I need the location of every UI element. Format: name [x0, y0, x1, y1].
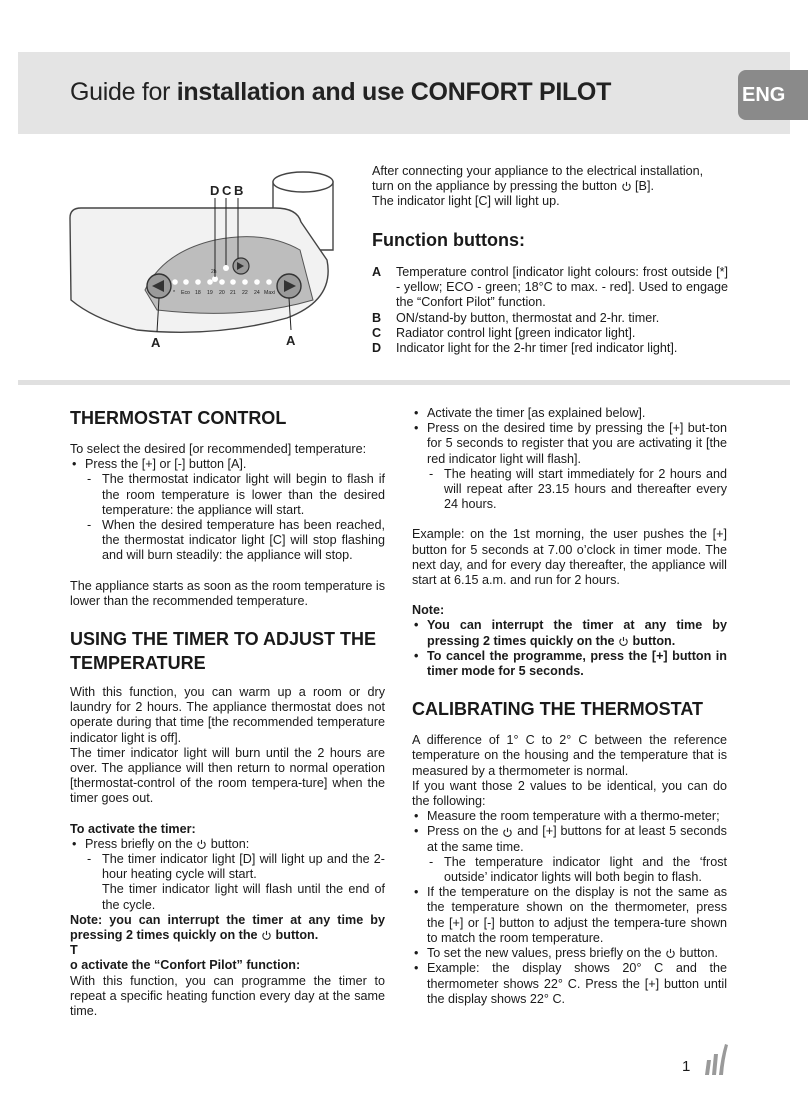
timer-label: 2h — [211, 269, 217, 275]
timer-heading: USING THE TIMER TO ADJUST THE TEMPERATURE — [70, 629, 377, 674]
led-row — [172, 279, 272, 285]
scale-label: 19 — [207, 290, 213, 296]
thermostat-heading: THERMOSTAT CONTROL — [70, 408, 287, 428]
scale-label: Eco — [181, 290, 190, 296]
confort-step-1: • Activate the timer [as explained below]. — [412, 406, 727, 421]
thermostat-dash-2: - When the desired temperature has been reached, the thermostat indicator light [C] will stop flashing and will burn steadily: the appliance will stop. — [70, 518, 385, 564]
thermostat-dash-1: - The thermostat indicator light will begin to flash if the room temperature is lower than the desired temperature: the appliance will start. — [70, 472, 385, 518]
timer-dash-1: - The timer indicator light [D] will light up and the 2-hour heating cycle will start. — [70, 852, 385, 882]
scale-labels — [173, 290, 275, 296]
function-item: A Temperature control [indicator light colours: frost outside [*] - yellow; ECO - green; 18°C to max. - red]. Used to engage the “Confort Pilot” function. — [372, 265, 728, 310]
calibrating-step-4: • To set the new values, press briefly on the button. — [412, 946, 727, 961]
scale-label: 20 — [219, 290, 225, 296]
language-tab: ENG — [738, 70, 808, 120]
timer-note: Note: you can interrupt the timer at any time by pressing 2 times quickly on the button. — [70, 912, 385, 943]
note-2: • To cancel the programme, press the [+] button in timer mode for 5 seconds. — [412, 649, 727, 679]
led-control — [223, 265, 229, 271]
power-icon — [502, 827, 513, 838]
scale-label: * — [173, 290, 176, 296]
thermostat-closing: The appliance starts as soon as the room temperature is lower than the recommended temperature. — [70, 578, 386, 608]
left-column — [70, 406, 385, 1019]
confort-step-2: • Press on the desired time by pressing the [+] but-ton for 5 seconds to register that you are activating it [the red indicator light will flash]. — [412, 421, 727, 467]
control-panel-diagram — [65, 160, 355, 355]
power-icon — [665, 948, 676, 959]
confort-heading: o activate the “Confort Pilot” function: — [70, 958, 301, 973]
section-divider — [18, 380, 790, 385]
label-b: B — [234, 183, 244, 198]
confort-t: T — [70, 943, 78, 958]
activate-timer-heading: To activate the timer: — [70, 821, 196, 836]
calibrating-step-5: • Example: the display shows 20° C and the thermometer shows 22° C. Press the [+] button until the display shows 22° C. — [412, 961, 727, 1007]
calibrating-heading: CALIBRATING THE THERMOSTAT — [412, 699, 703, 720]
timer-bullet: • Press briefly on the button: — [70, 837, 385, 852]
power-icon — [618, 636, 629, 647]
calibrating-step-2: • Press on the and [+] buttons for at least 5 seconds at the same time. — [412, 824, 727, 854]
power-icon — [261, 930, 272, 941]
label-a-left: A — [151, 335, 161, 350]
label-d: D — [210, 183, 220, 198]
right-column — [412, 406, 727, 1007]
calibrating-step-1: • Measure the room temperature with a thermo-meter; — [412, 809, 727, 824]
page-title: Guide for installation and use CONFORT PILOT — [70, 78, 612, 106]
calibrating-p2: If you want those 2 values to be identical, you can do the following: — [412, 778, 727, 809]
timer-p2: The timer indicator light will burn until the 2 hours are over. The appliance will then return to normal operation [thermostat-control of the room tempera-ture] when the timer goes out. — [70, 745, 385, 806]
thermostat-bullet: • Press the [+] or [-] button [A]. — [70, 457, 385, 472]
confort-text: With this function, you can programme the timer to repeat a specific heating function every day at the same time. — [70, 973, 385, 1019]
timer-p1: With this function, you can warm up a room or dry laundry for 2 hours. The appliance thermostat does not operate during that time [the recommended temperature indicator light is off]. — [70, 685, 385, 745]
label-c: C — [222, 183, 232, 198]
brand-logo-icon — [703, 1042, 729, 1076]
note-label: Note: — [412, 603, 445, 618]
label-a-right: A — [286, 333, 296, 348]
power-icon — [196, 839, 207, 850]
function-buttons-list — [372, 265, 728, 356]
function-item: D Indicator light for the 2-hr timer [red indicator light]. — [372, 341, 678, 356]
diagram-outlet-top — [273, 172, 333, 192]
calibrating-step-3: • If the temperature on the display is not the same as the temperature shown on the thermometer, press the [+] or [-] button to adjust the tempera-ture shown to match the room temperature. — [412, 885, 727, 946]
page-number: 1 — [682, 1058, 691, 1075]
thermostat-intro: To select the desired [or recommended] temperature: — [70, 442, 367, 456]
calibrating-p1: A difference of 1° C to 2° C between the reference temperature on the housing and the temperature that is measured by a thermometer is normal. — [412, 733, 727, 778]
function-buttons-heading: Function buttons: — [372, 230, 525, 250]
power-icon — [621, 181, 632, 192]
function-item: C Radiator control light [green indicator light]. — [372, 325, 636, 340]
scale-label: 18 — [195, 290, 201, 296]
scale-label: Maxi — [264, 290, 275, 296]
function-item: B ON/stand-by button, thermostat and 2-hr. timer. — [372, 310, 660, 325]
note-1: • You can interrupt the timer at any time by pressing 2 times quickly on the button. — [412, 618, 727, 648]
scale-label: 22 — [242, 290, 248, 296]
confort-example: Example: on the 1st morning, the user pushes the [+] button for 5 seconds at 7.00 o’clock in timer mode. The next day, and for every day thereafter, the appliance will start at 6.15 a.m. and run for 2 hours. — [412, 527, 727, 588]
scale-label: 21 — [230, 290, 236, 296]
timer-dash-1-cont: The timer indicator light will flash until the end of the cycle. — [102, 882, 385, 912]
scale-label: 24 — [254, 290, 260, 296]
calibrating-dash: - The temperature indicator light and the ‘frost outside’ indicator lights will both begin to flash. — [412, 855, 727, 885]
confort-step-dash: - The heating will start immediately for 2 hours and will repeat after 23.15 hours and thereafter every 24 hours. — [412, 467, 727, 513]
intro-text: After connecting your appliance to the electrical installation, turn on the appliance by pressing the button [B]. The indicator light [C] will light up. — [372, 164, 704, 209]
